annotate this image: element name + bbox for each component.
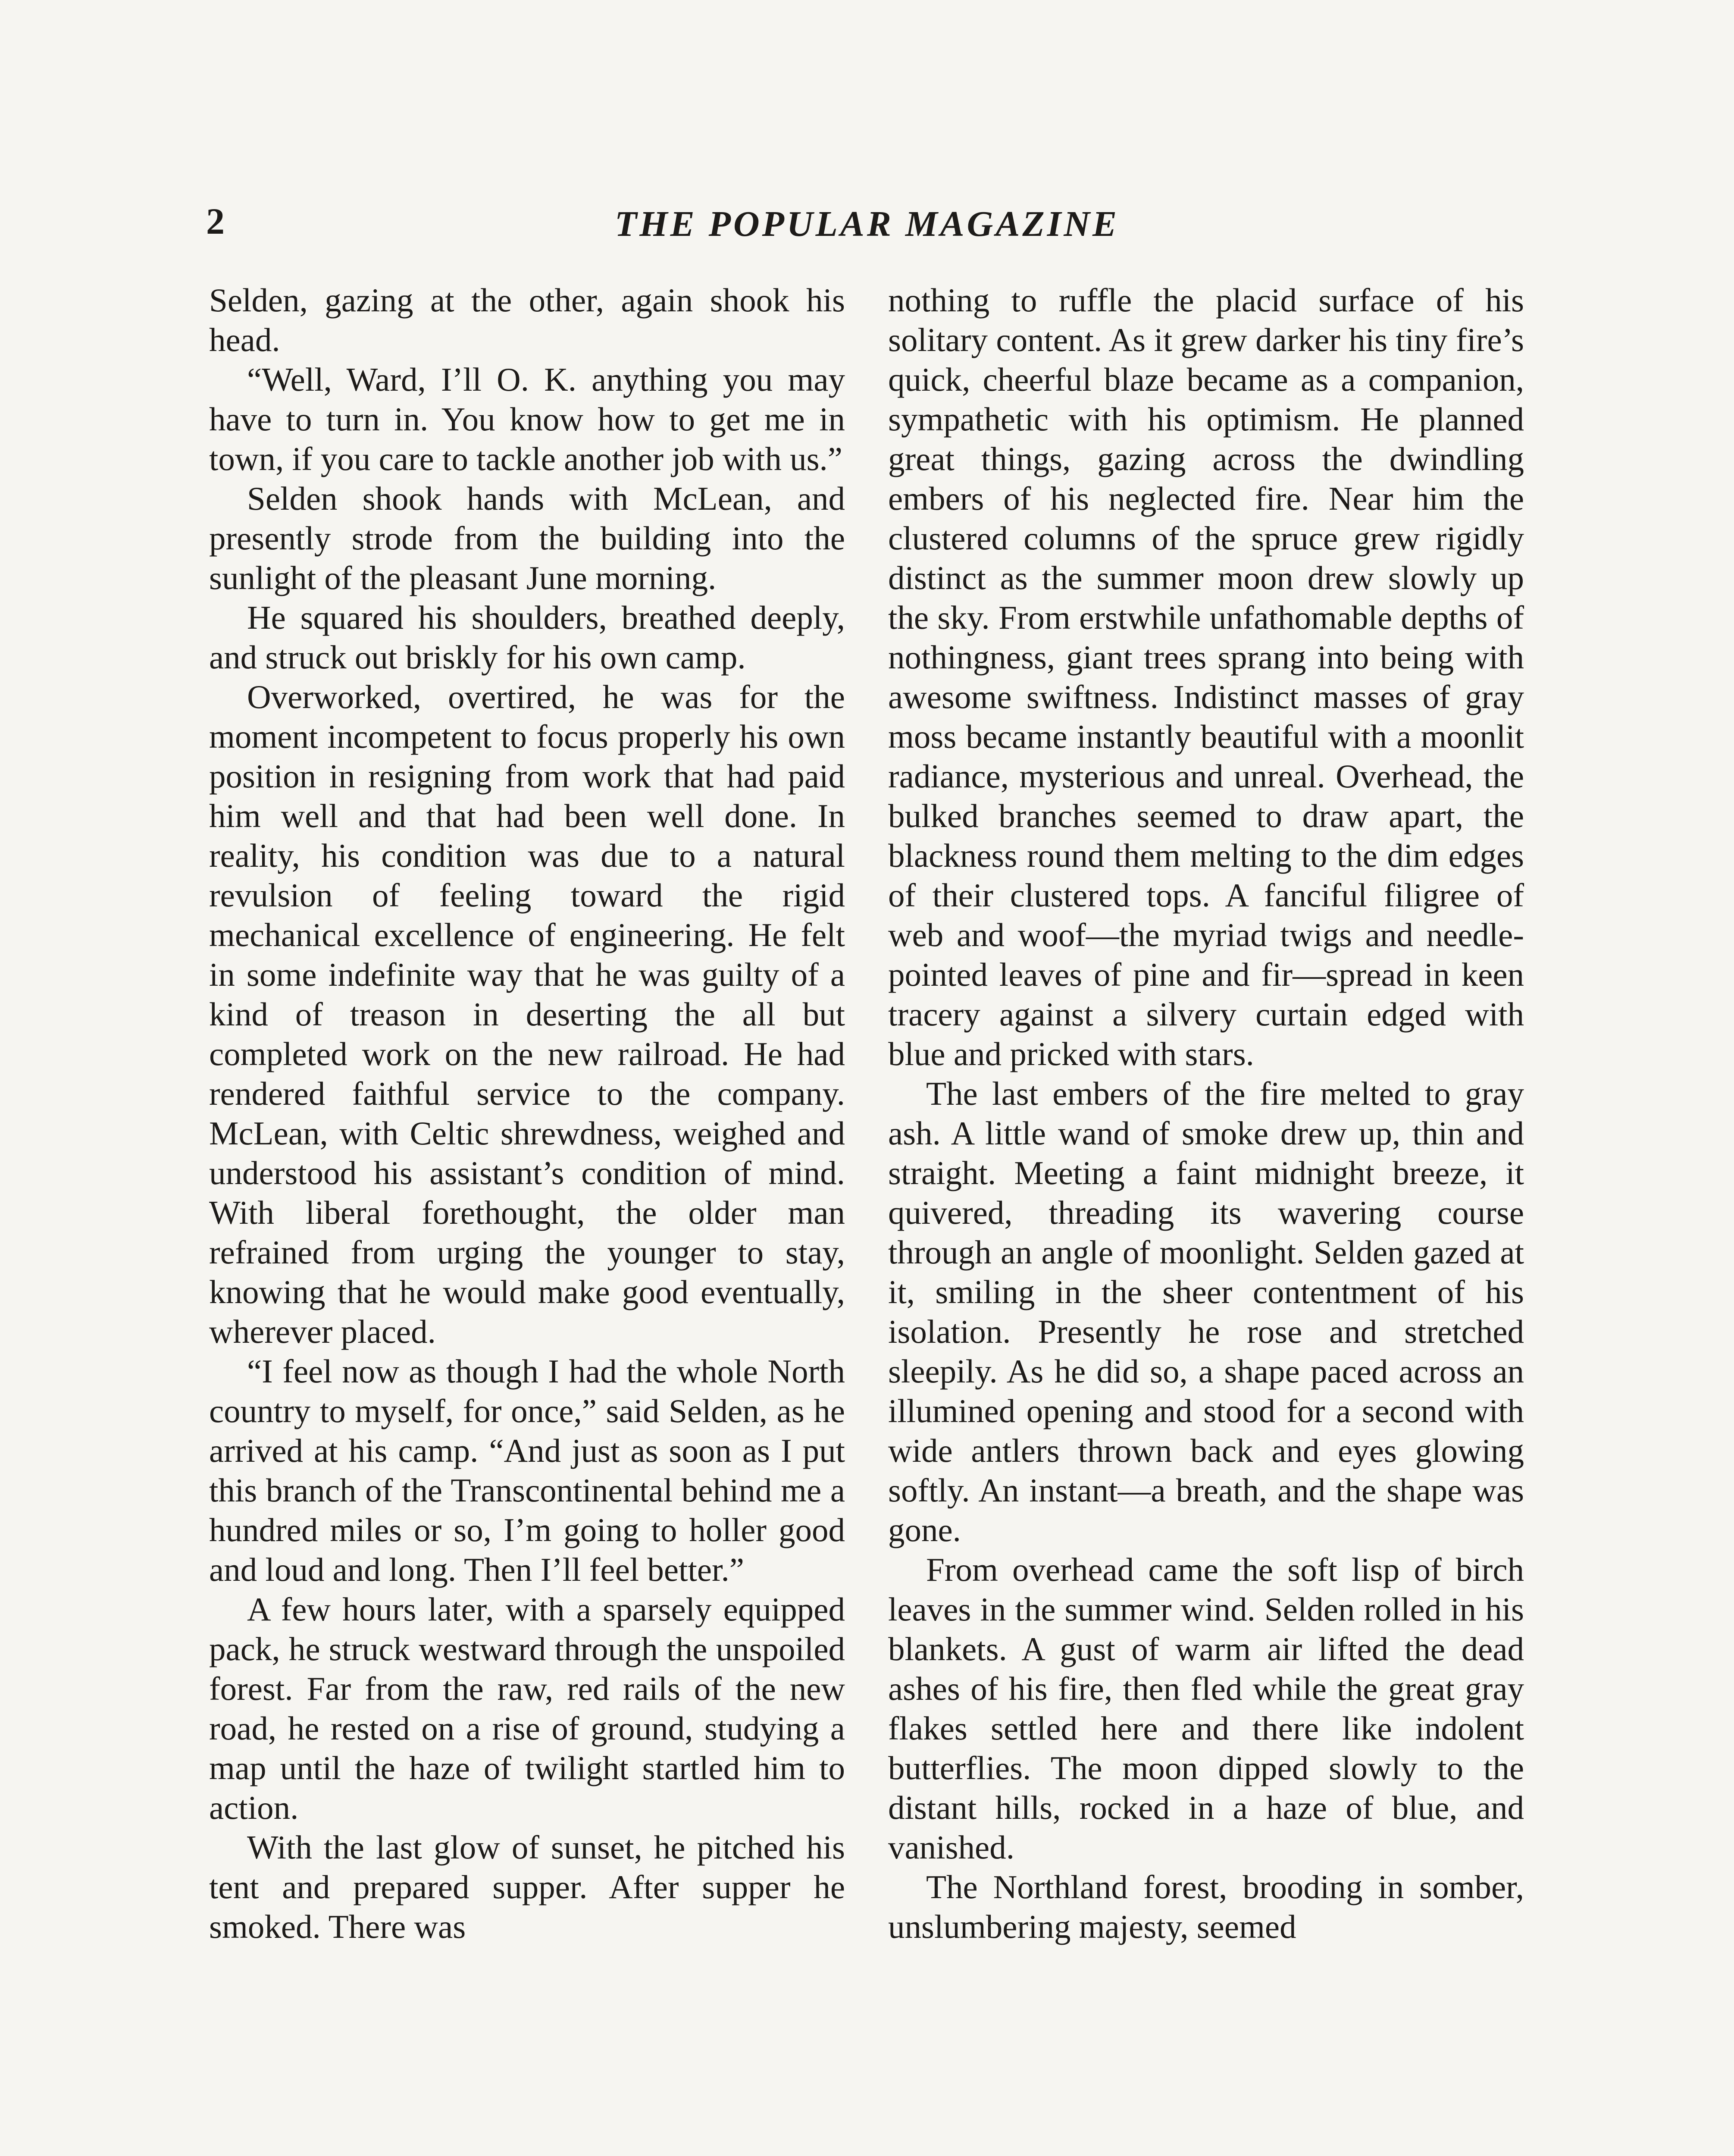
paragraph: With the last glow of sunset, he pitched his tent and prepared supper. After supper he smoked. There was [209,1829,845,1945]
right-column [888,280,1524,2156]
paragraph: “Well, Ward, I’ll O. K. anything you may have to turn in. You know how to get me in town, if you care to tackle another job with us.” [209,361,845,477]
running-head-title: THE POPULAR MAGAZINE [614,204,1120,244]
paragraph: nothing to ruffle the placid surface of his solitary content. As it grew darker his tiny fire’s quick, cheerful blaze became as a companion, sympathetic with his optimism. He planned great things, gazing across the dwindling embers of his neglected fire. Near him the clustered columns of the spruce grew rigidly distinct as the summer moon drew slowly up the sky. From erstwhile unfathomable depths of nothingness, giant trees sprang into being with awesome swiftness. Indistinct masses of gray moss became instantly beautiful with a moonlit radiance, mysterious and unreal. Overhead, the bulked branches seemed to draw apart, the blackness round them melting to the dim edges of their clustered tops. A fanciful filigree of web and woof—the myriad twigs and needle-pointed leaves of pine and fir—spread in keen tracery against a silvery curtain edged with blue and pricked with stars. [888,282,1524,1072]
paragraph: A few hours later, with a sparsely equipped pack, he struck westward through the unspoiled forest. Far from the raw, red rails of the new road, he rested on a rise of ground, studying a map until the haze of twilight startled him to action. [209,1591,845,1826]
paragraph: The Northland forest, brooding in somber, unslumbering majesty, seemed [888,1868,1524,1945]
page-number: 2 [206,201,225,242]
paragraph: “I feel now as though I had the whole North country to myself, for once,” said Selden, as he arrived at his camp. “And just as soon as I put this branch of the Transcontinental behind me a hundred miles or so, I’m going to holler good and loud and long. Then I’ll feel better.” [209,1353,845,1588]
paragraph: From overhead came the soft lisp of birch leaves in the summer wind. Selden rolled in his blankets. A gust of warm air lifted the dead ashes of his fire, then fled while the great gray flakes settled here and there like indolent butterflies. The moon dipped slowly to the distant hills, rocked in a haze of blue, and vanished. [888,1551,1524,1866]
paragraph: The last embers of the fire melted to gray ash. A little wand of smoke drew up, thin and straight. Meeting a faint midnight breeze, it quivered, threading its wavering course through an angle of moonlight. Selden gazed at it, smiling in the sheer contentment of his isolation. Presently he rose and stretched sleepily. As he did so, a shape paced across an illumined opening and stood for a second with wide antlers thrown back and eyes glowing softly. An instant—a breath, and the shape was gone. [888,1075,1524,1548]
paragraph: Overworked, overtired, he was for the moment incompetent to focus properly his own position in resigning from work that had paid him well and that had been well done. In reality, his condition was due to a natural revulsion of feeling toward the rigid mechanical excellence of engineering. He felt in some indefinite way that he was guilty of a kind of treason in deserting the all but completed work on the new railroad. He had rendered faithful service to the company. McLean, with Celtic shrewdness, weighed and understood his assistant’s condition of mind. With liberal forethought, the older man refrained from urging the younger to stay, knowing that he would make good eventually, wherever placed. [209,678,845,1350]
left-column [209,280,845,2156]
paragraph: He squared his shoulders, breathed deeply, and struck out briskly for his own camp. [209,599,845,676]
paragraph: Selden shook hands with McLean, and presently strode from the building into the sunlight of the pleasant June morning. [209,480,845,596]
paragraph: Selden, gazing at the other, again shook his head. [209,282,845,358]
